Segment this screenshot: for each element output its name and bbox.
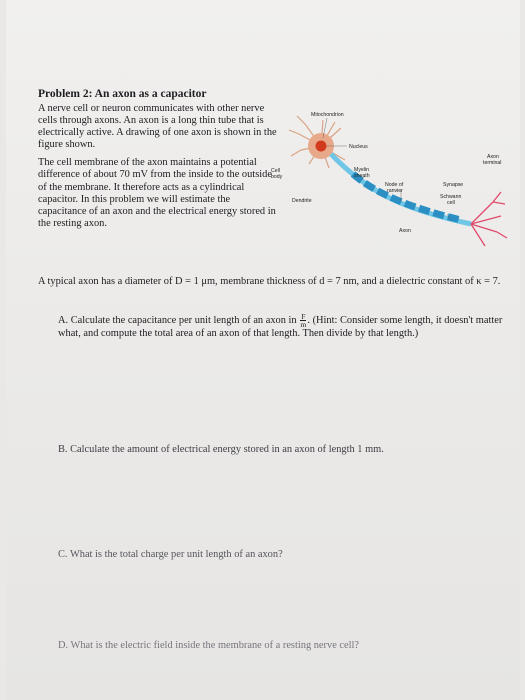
axon-terminal-shape xyxy=(471,192,507,246)
question-a xyxy=(58,313,508,341)
worksheet-page xyxy=(6,0,520,700)
label-axon-terminal-2: terminal xyxy=(483,160,502,166)
question-b: B. Calculate the amount of electrical energy stored in an axon of length 1 mm. xyxy=(58,444,384,455)
question-a-prefix: A. Calculate the capacitance per unit length of an axon in xyxy=(58,314,297,326)
intro-paragraph-1: A nerve cell or neuron communicates with other nerve cells through axons. An axon is a long thin tube that is electrically active. A drawing of one axon is shown in the figure shown. xyxy=(38,103,277,151)
label-myelin-1: Myelin xyxy=(354,167,369,173)
nucleus xyxy=(316,141,327,152)
problem-parameters: A typical axon has a diameter of D = 1 μm, membrane thickness of d = 7 nm, and a dielectric constant of κ = 7. xyxy=(38,276,501,287)
label-myelin-2: sheath xyxy=(354,173,370,179)
label-dendrite: Dendrite xyxy=(292,198,312,204)
unit-fraction-denominator: m xyxy=(300,320,307,329)
label-axon: Axon xyxy=(399,228,411,234)
label-cell-body-1: Cell xyxy=(271,168,280,174)
label-schwann-2: cell xyxy=(447,200,455,206)
intro-paragraph-2: The cell membrane of the axon maintains a potential difference of about 70 mV from the inside to the outside of the membrane. It therefore acts as a cylindrical capacitor. In this problem we will estimate the capacitance of an axon and the electrical energy stored in the resting axon. xyxy=(38,157,276,229)
unit-fraction xyxy=(300,313,306,328)
question-d: D. What is the electric field inside the membrane of a resting nerve cell? xyxy=(58,640,360,651)
label-leaders xyxy=(323,118,451,220)
label-synapse: Synapse xyxy=(443,182,464,188)
neuron-diagram xyxy=(261,106,521,256)
label-mitochondrion: Mitochondrion xyxy=(311,112,344,118)
question-a-hint: . (Hint: Consider some length, it doesn't matter what, and compute the total area of an axon of that length. Then divide by that length.) xyxy=(58,314,503,339)
neuron-figure xyxy=(261,106,521,256)
label-schwann-1: Schwann xyxy=(440,194,462,200)
label-cell-body-2: body xyxy=(271,174,283,180)
label-node-1: Node of xyxy=(385,182,404,188)
label-axon-terminal-1: Axon xyxy=(487,154,499,160)
unit-fraction-numerator: F xyxy=(301,312,306,321)
problem-intro xyxy=(38,103,278,236)
problem-title: Problem 2: An axon as a capacitor xyxy=(38,88,207,100)
question-c: C. What is the total charge per unit length of an axon? xyxy=(58,549,283,560)
label-node-2: ranvier xyxy=(387,188,403,194)
label-nucleus: Nucleus xyxy=(349,144,368,150)
